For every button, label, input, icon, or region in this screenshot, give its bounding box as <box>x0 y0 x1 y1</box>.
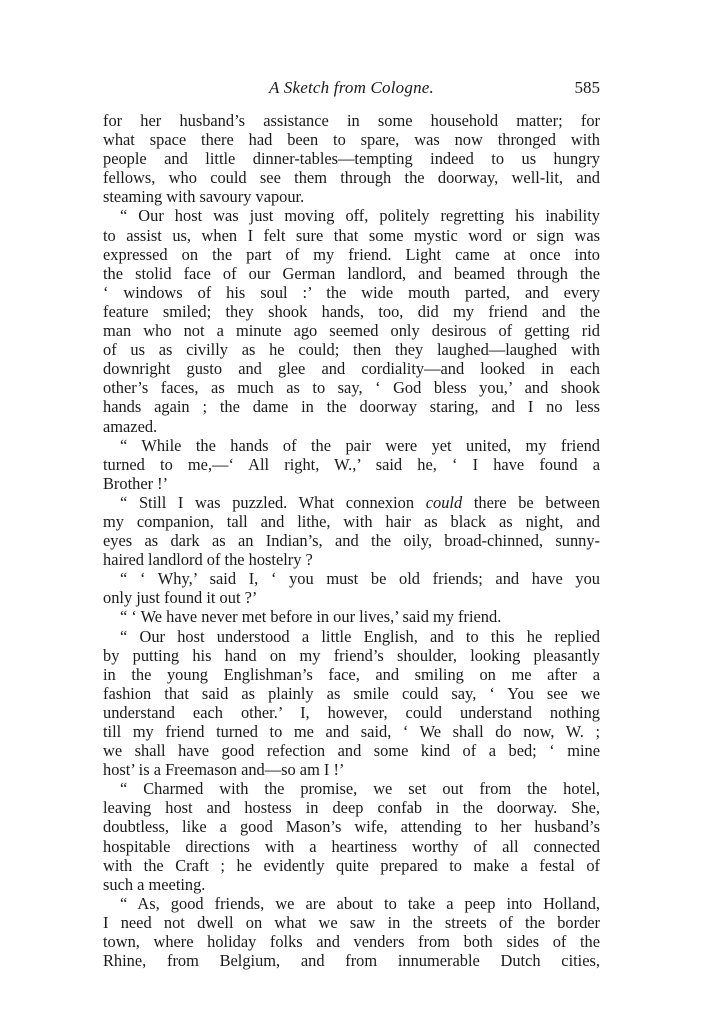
text-line: steaming with savoury vapour. <box>103 187 305 207</box>
text-line: the stolid face of our German landlord, and beamed through the <box>103 263 600 283</box>
text-line: “ While the hands of the pair were yet united, my friend <box>120 435 600 455</box>
text-line: of us as civilly as he could; then they laughed—laughed with <box>103 340 600 360</box>
text-line: people and little dinner-tables—tempting indeed to us hungry <box>103 149 600 169</box>
text-line: Rhine, from Belgium, and from innumerable Dutch cities, <box>103 951 600 971</box>
text-line: man who not a minute ago seemed only desirous of getting rid <box>103 321 600 341</box>
text-line: doubtless, like a good Mason’s wife, attending to her husband’s <box>103 817 600 837</box>
text-line: downright gusto and glee and cordiality—and looked in each <box>103 359 600 379</box>
running-head <box>103 78 600 102</box>
running-title: A Sketch from Cologne. <box>269 78 434 97</box>
text-line: “ Still I was puzzled. What connexion could there be between <box>120 492 600 512</box>
text-line: Brother !’ <box>103 473 169 493</box>
text-line: hospitable directions with a heartiness worthy of all connected <box>103 836 600 856</box>
emphasis: could <box>425 492 463 512</box>
text-line: my companion, tall and lithe, with hair as black as night, and <box>103 511 600 531</box>
text-line: feature smiled; they shook hands, too, did my friend and the <box>103 301 600 321</box>
text-line: by putting his hand on my friend’s shoulder, looking pleasantly <box>103 645 600 665</box>
text-line: other’s faces, as much as to say, ‘ God bless you,’ and shook <box>103 378 600 398</box>
page-number: 585 <box>574 78 600 97</box>
text-line: “ As, good friends, we are about to take a peep into Holland, <box>120 893 600 913</box>
text-line: for her husband’s assistance in some household matter; for <box>103 111 600 130</box>
text-line: expressed on the part of my friend. Light came at once into <box>103 244 600 264</box>
text-line: such a meeting. <box>103 874 206 894</box>
text-line: what space there had been to spare, was now thronged with <box>103 130 600 150</box>
text-line: “ ‘ We have never met before in our lives,’ said my friend. <box>120 607 502 627</box>
text-line: “ Our host understood a little English, and to this he replied <box>120 626 600 646</box>
text-line: “ Our host was just moving off, politely regretting his inability <box>120 206 600 226</box>
text-line: till my friend turned to me and said, ‘ We shall do now, W. ; <box>103 722 600 741</box>
text-line: to assist us, when I felt sure that some mystic word or sign was <box>103 225 600 245</box>
text-line: “ Charmed with the promise, we set out from the hotel, <box>120 779 600 799</box>
text-line: host’ is a Freemason and—so am I !’ <box>103 760 345 780</box>
text-line: amazed. <box>103 416 158 436</box>
text-line: leaving host and hostess in deep confab in the doorway. She, <box>103 798 600 818</box>
text-line: hands again ; the dame in the doorway staring, and I no less <box>103 397 600 417</box>
text-line: “ ‘ Why,’ said I, ‘ you must be old friends; and have you <box>120 569 600 589</box>
text-line: haired landlord of the hostelry ? <box>103 550 313 570</box>
text-line: eyes as dark as an Indian’s, and the oily, broad-chinned, sunny- <box>103 531 600 551</box>
body-text <box>103 111 600 970</box>
text-line: with the Craft ; he evidently quite prepared to make a festal of <box>103 855 600 875</box>
text-line: fashion that said as plainly as smile could say, ‘ You see we <box>103 683 600 703</box>
text-line: I need not dwell on what we saw in the streets of the border <box>103 912 600 932</box>
text-line: understand each other.’ I, however, could understand nothing <box>103 702 600 722</box>
text-line: in the young Englishman’s face, and smiling on me after a <box>103 664 600 684</box>
text-line: ‘ windows of his soul :’ the wide mouth parted, and every <box>103 282 600 302</box>
text-line: town, where holiday folks and venders from both sides of the <box>103 932 600 952</box>
text-line: fellows, who could see them through the doorway, well-lit, and <box>103 168 600 188</box>
book-page <box>103 78 600 970</box>
text-line: only just found it out ?’ <box>103 588 258 608</box>
text-line: turned to me,—‘ All right, W.,’ said he, ‘ I have found a <box>103 454 600 474</box>
text-line: we shall have good refection and some kind of a bed; ‘ mine <box>103 741 600 761</box>
